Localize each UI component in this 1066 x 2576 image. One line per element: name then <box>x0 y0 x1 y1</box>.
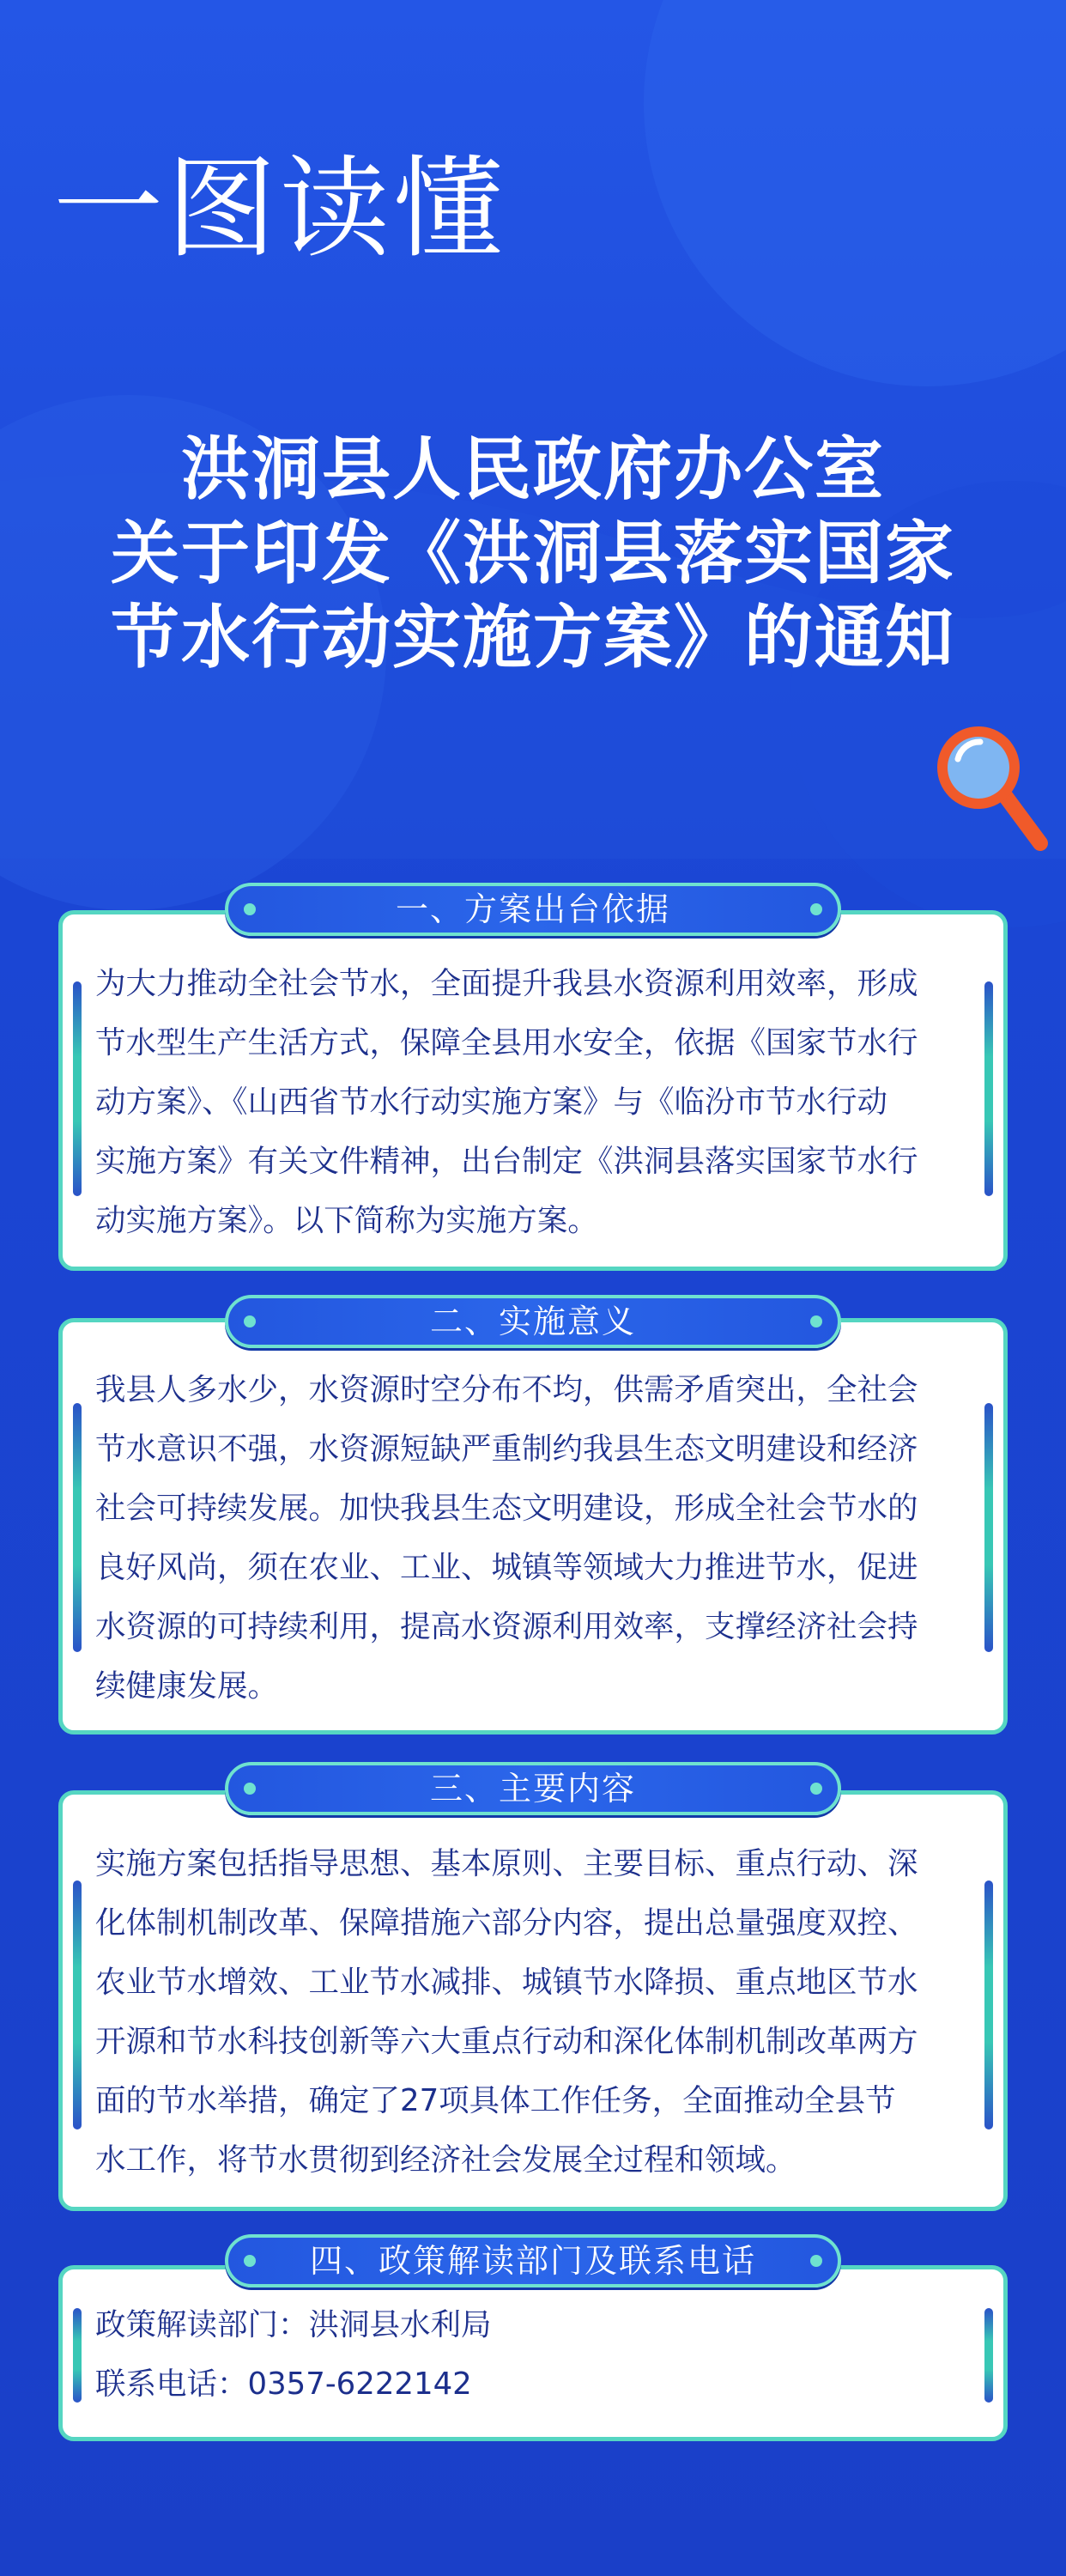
section-text-line: 化体制机制改革、保障措施六部分内容，提出总量强度双控、 <box>95 1905 918 1941</box>
dot-icon <box>810 2255 822 2267</box>
document-title <box>0 428 1066 680</box>
section-text-line: 为大力推动全社会节水，全面提升我县水资源利用效率，形成 <box>95 966 918 1001</box>
left-accent-bar <box>73 981 82 1196</box>
document-title-line: 关于印发《洪洞县落实国家 <box>111 513 955 593</box>
contact-phone: 联系电话：0357-6222142 <box>95 2366 472 2402</box>
section-title-basis <box>225 883 841 936</box>
section-title-text: 一、方案出台依据 <box>395 890 670 928</box>
section-text-line: 面的节水举措，确定了27项具体工作任务，全面推动全县节 <box>95 2083 896 2118</box>
right-accent-bar <box>984 2308 993 2403</box>
section-text-line: 实施方案》有关文件精神，出台制定《洪洞县落实国家节水行 <box>95 1144 918 1179</box>
section-card-main-content <box>58 1790 1008 2211</box>
section-title-contact <box>225 2234 841 2287</box>
dot-icon <box>810 903 822 915</box>
dot-icon <box>244 2255 256 2267</box>
left-accent-bar <box>73 1880 82 2129</box>
section-card-basis <box>58 910 1008 1271</box>
section-text-line: 实施方案包括指导思想、基本原则、主要目标、重点行动、深 <box>95 1846 918 1881</box>
section-text-line: 良好风尚，须在农业、工业、城镇等领域大力推进节水，促进 <box>95 1550 918 1585</box>
left-accent-bar <box>73 1403 82 1652</box>
section-text-line: 续健康发展。 <box>95 1668 279 1704</box>
section-title-text: 三、主要内容 <box>429 1770 636 1807</box>
dot-icon <box>244 1315 256 1327</box>
section-title-main-content <box>225 1762 841 1815</box>
document-title-line: 节水行动实施方案》的通知 <box>111 598 955 677</box>
section-text-line: 节水意识不强，水资源短缺严重制约我县生态文明建设和经济 <box>95 1431 918 1467</box>
magnifier-icon <box>927 714 1056 860</box>
dot-icon <box>810 1783 822 1795</box>
interpretation-department: 政策解读部门：洪洞县水利局 <box>95 2307 492 2342</box>
section-text-line: 节水型生产生活方式，保障全县用水安全，依据《国家节水行 <box>95 1025 918 1060</box>
section-card-contact <box>58 2265 1008 2441</box>
right-accent-bar <box>984 981 993 1196</box>
section-text-line: 社会可持续发展。加快我县生态文明建设，形成全社会节水的 <box>95 1491 918 1526</box>
dot-icon <box>244 903 256 915</box>
right-accent-bar <box>984 1880 993 2129</box>
section-text-line: 农业节水增效、工业节水减排、城镇节水降损、重点地区节水 <box>95 1965 918 2000</box>
section-text-line: 水资源的可持续利用，提高水资源利用效率，支撑经济社会持 <box>95 1609 918 1644</box>
section-card-significance <box>58 1318 1008 1735</box>
section-text-line: 动方案》、《山西省节水行动实施方案》与《临汾市节水行动 <box>95 1084 888 1120</box>
dot-icon <box>810 1315 822 1327</box>
right-accent-bar <box>984 1403 993 1652</box>
left-accent-bar <box>73 2308 82 2403</box>
document-title-line: 洪洞县人民政府办公室 <box>181 429 885 509</box>
section-text-line: 动实施方案》。以下简称为实施方案。 <box>95 1203 598 1238</box>
section-text-line: 开源和节水科技创新等六大重点行动和深化体制机制改革两方 <box>95 2024 918 2059</box>
headline: 一图读懂 <box>53 145 507 273</box>
section-text-line: 水工作，将节水贯彻到经济社会发展全过程和领域。 <box>95 2142 796 2178</box>
section-title-text: 二、实施意义 <box>429 1303 636 1340</box>
dot-icon <box>244 1783 256 1795</box>
section-title-significance <box>225 1295 841 1348</box>
section-text-line: 我县人多水少，水资源时空分布不均，供需矛盾突出，全社会 <box>95 1372 918 1407</box>
section-title-text: 四、政策解读部门及联系电话 <box>309 2242 756 2280</box>
